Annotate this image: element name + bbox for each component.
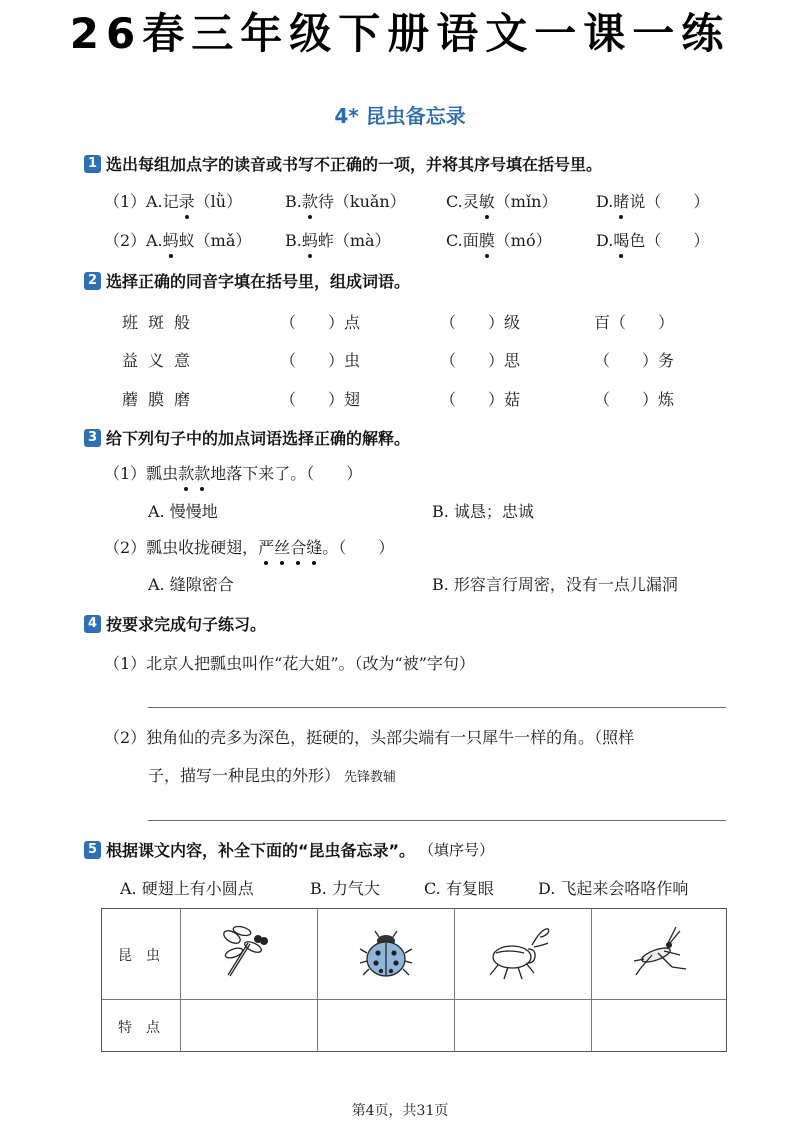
page-footer: 第4页，共31页	[351, 1103, 449, 1119]
q4-task-2-line-2: 子，描写一种昆虫的外形） 先锋教辅	[148, 766, 397, 785]
question-3-heading	[84, 426, 410, 449]
q4-task-2-line-1: （2）独角仙的壳多为深色，挺硬的，头部尖端有一只犀牛一样的角。（照样	[104, 728, 635, 747]
q3-s1-option-a: A. 慢慢地	[148, 502, 218, 521]
q1-row-1-number: （1）	[104, 192, 147, 211]
table-divider	[454, 909, 455, 1051]
question-5-title: 根据课文内容，补全下面的“昆虫备忘录”。	[106, 841, 416, 860]
question-1-heading	[84, 152, 602, 175]
table-divider	[102, 999, 726, 1000]
q2-row-1-blank-1[interactable]: （ ）点	[280, 313, 361, 332]
q5-option-c: C. 有复眼	[424, 879, 494, 898]
q3-s2-option-b: B. 形容言行周密，没有一点儿漏洞	[432, 575, 678, 594]
q3-s2-option-a: A. 缝隙密合	[148, 575, 234, 594]
rhinoceros-beetle-icon	[488, 921, 558, 983]
q2-row-1-chars: 班斑般	[122, 313, 201, 332]
q1-row-1-option-c: C.灵敏（mǐn）	[446, 192, 558, 211]
table-divider	[317, 909, 318, 1051]
q5-option-b: B. 力气大	[310, 879, 380, 898]
grasshopper-icon	[632, 925, 692, 981]
question-3-title: 给下列句子中的加点词语选择正确的解释。	[106, 429, 411, 448]
q2-row-2-chars: 益义意	[122, 351, 201, 370]
table-divider	[591, 909, 592, 1051]
q3-sentence-2: （2）瓢虫收拢硬翅，严丝合缝。（ ）	[104, 538, 395, 557]
q5-option-a: A. 硬翅上有小圆点	[120, 879, 254, 898]
ladybug-icon	[357, 929, 415, 981]
banner-title: 26春三年级下册语文一课一练	[0, 0, 800, 62]
q1-row-2-option-c: C.面膜（mó）	[446, 231, 552, 250]
q1-row-2-option-a: A.蚂蚁（mǎ）	[146, 231, 252, 250]
q2-row-1-blank-2[interactable]: （ ）级	[440, 313, 521, 332]
q2-row-3-chars: 蘑膜磨	[122, 390, 201, 409]
q2-row-3-blank-2[interactable]: （ ）菇	[440, 390, 521, 409]
question-number-badge: 3	[84, 429, 101, 447]
dragonfly-icon	[220, 925, 282, 981]
watermark-text: 先锋教辅	[344, 770, 397, 785]
row-label-feature: 特点	[118, 1020, 174, 1036]
question-number-badge: 5	[84, 841, 101, 859]
question-number-badge: 1	[84, 155, 101, 173]
answer-line-2[interactable]	[148, 820, 726, 821]
question-4-heading	[84, 612, 266, 635]
q3-sentence-1: （1）瓢虫款款地落下来了。（ ）	[104, 464, 363, 483]
question-1-title: 选出每组加点字的读音或书写不正确的一项，并将其序号填在括号里。	[106, 155, 603, 174]
q2-row-2-blank-1[interactable]: （ ）虫	[280, 351, 361, 370]
answer-blank[interactable]: （ ）	[645, 192, 710, 211]
table-divider	[180, 909, 181, 1051]
q3-s1-option-b: B. 诚恳；忠诚	[432, 502, 534, 521]
question-2-heading	[84, 269, 410, 292]
question-number-badge: 2	[84, 272, 101, 290]
answer-line-1[interactable]	[148, 707, 726, 708]
insect-memo-table	[101, 908, 727, 1052]
answer-blank[interactable]: （ ）	[645, 231, 710, 250]
q2-row-3-blank-3[interactable]: （ ）炼	[594, 390, 675, 409]
q5-option-d: D. 飞起来会咯咯作响	[538, 879, 689, 898]
q1-row-1-option-d: D.睹说（ ）	[596, 192, 710, 211]
q1-row-1-option-a: A.记录（lǜ）	[146, 192, 243, 211]
q2-row-2-blank-3[interactable]: （ ）务	[594, 351, 675, 370]
q2-row-3-blank-1[interactable]: （ ）翅	[280, 390, 361, 409]
row-label-insect: 昆虫	[118, 948, 174, 964]
question-5-heading	[84, 838, 494, 861]
q1-row-1-option-b: B.款待（kuǎn）	[285, 192, 406, 211]
q4-task-1: （1）北京人把瓢虫叫作“花大姐”。（改为“被”字句）	[104, 654, 475, 673]
q2-row-2-blank-2[interactable]: （ ）思	[440, 351, 521, 370]
question-5-note: （填序号）	[419, 841, 495, 859]
q1-row-2-number: （2）	[104, 231, 147, 250]
question-number-badge: 4	[84, 615, 101, 633]
lesson-title: 4* 昆虫备忘录	[334, 104, 466, 128]
question-2-title: 选择正确的同音字填在括号里，组成词语。	[106, 272, 411, 291]
q2-row-1-blank-3[interactable]: 百（ ）	[594, 313, 675, 332]
q1-row-2-option-b: B.蚂蚱（mà）	[285, 231, 391, 250]
q1-row-2-option-d: D.喝色（ ）	[596, 231, 710, 250]
question-4-title: 按要求完成句子练习。	[106, 615, 267, 634]
